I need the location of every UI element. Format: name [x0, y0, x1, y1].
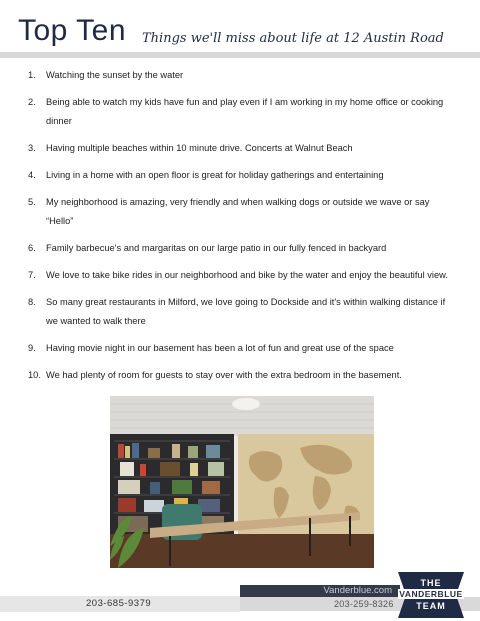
agent-phone: 203-685-9379	[86, 598, 152, 609]
office-phone: 203-259-8326	[334, 599, 394, 609]
list-item-number: 6.	[28, 243, 36, 253]
list-item-text: So many great restaurants in Milford, we love going to Dockside and it's within walking distance if we wanted to walk there	[46, 297, 446, 326]
list-item	[28, 66, 448, 85]
logo-line-3: TEAM	[416, 601, 446, 611]
home-office-photo	[110, 396, 374, 568]
list-item-text: Family barbecue's and margaritas on our large patio in our fully fenced in backyard	[46, 243, 387, 253]
list-item-number: 2.	[28, 97, 36, 107]
list-item-number: 10.	[28, 370, 41, 380]
list-item-text: Being able to watch my kids have fun and play even if I am working in my home office or cooking dinner	[46, 97, 444, 126]
list-item-number: 5.	[28, 197, 36, 207]
list-item-text: Having movie night in our basement has been a lot of fun and great use of the space	[46, 343, 394, 353]
page-title: Top Ten	[18, 14, 127, 47]
list-item-text: My neighborhood is amazing, very friendly and when walking dogs or outside we wave or say “Hello”	[46, 197, 430, 226]
list-item-text: We had plenty of room for guests to stay over with the extra bedroom in the basement.	[46, 370, 402, 380]
list-item	[28, 266, 448, 285]
vanderblue-team-logo	[398, 572, 464, 618]
list-item-number: 3.	[28, 143, 36, 153]
list-item	[28, 93, 448, 131]
list-item	[28, 139, 448, 158]
list-item	[28, 293, 448, 331]
list-item	[28, 366, 448, 385]
home-office-illustration	[110, 396, 374, 568]
list-item-text: Living in a home with an open floor is great for holiday gatherings and entertaining	[46, 170, 384, 180]
floor	[110, 534, 374, 568]
header-divider	[0, 52, 480, 58]
ceiling-light	[232, 398, 260, 410]
list-item-text: Watching the sunset by the water	[46, 70, 184, 80]
list-item-number: 7.	[28, 270, 36, 280]
top-ten-list	[28, 66, 448, 393]
list-item-text: Having multiple beaches within 10 minute drive. Concerts at Walnut Beach	[46, 143, 353, 153]
page-header	[0, 0, 480, 58]
list-item-text: We love to take bike rides in our neighborhood and bike by the water and enjoy the beautiful view.	[46, 270, 448, 280]
logo-line-1: THE	[420, 578, 442, 588]
page-subtitle: Things we'll miss about life at 12 Austin Road	[142, 31, 444, 46]
list-item-number: 4.	[28, 170, 36, 180]
list-item	[28, 193, 448, 231]
website-link[interactable]: Vanderblue.com	[323, 585, 392, 596]
list-item	[28, 339, 448, 358]
list-item-number: 9.	[28, 343, 36, 353]
list-item	[28, 166, 448, 185]
list-item-number: 8.	[28, 297, 36, 307]
list-item	[28, 239, 448, 258]
logo-line-2: VANDERBLUE	[399, 589, 463, 599]
list-item-number: 1.	[28, 70, 36, 80]
